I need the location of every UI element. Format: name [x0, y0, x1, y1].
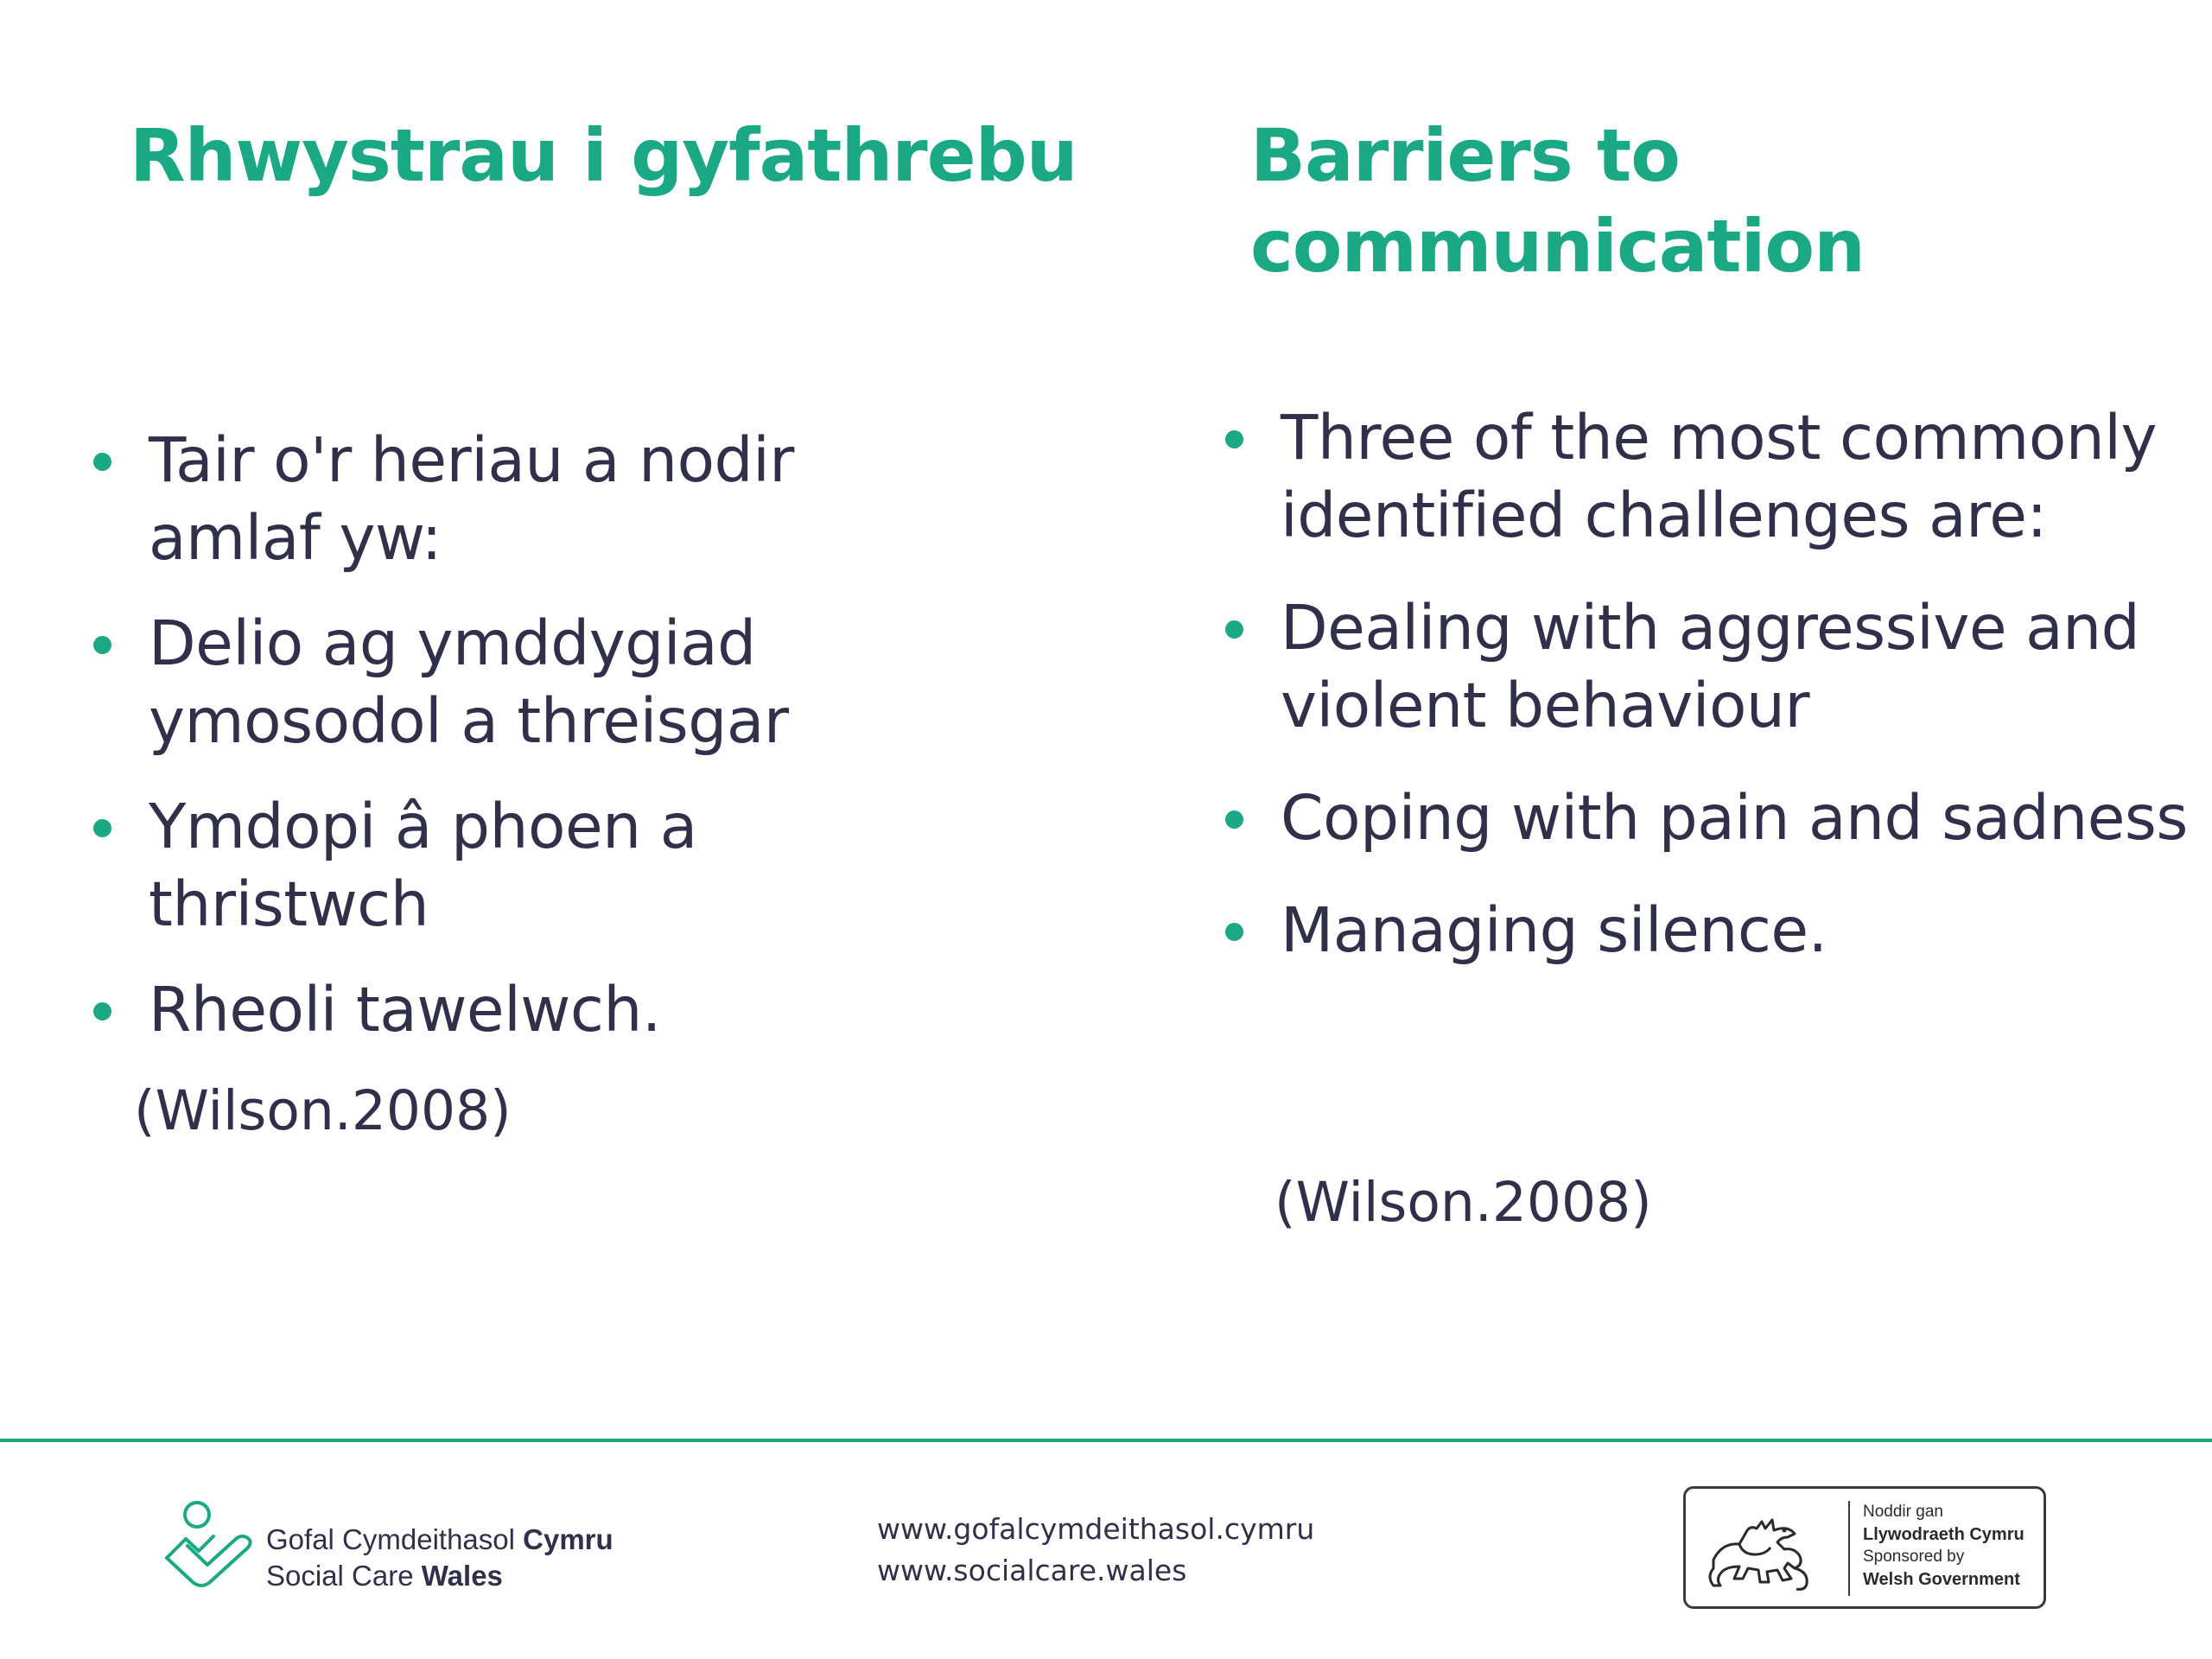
social-care-wales-logo-icon [160, 1497, 255, 1592]
logo-text [266, 1522, 613, 1594]
bullet-text: Delio ag ymddygiad ymosodol a threisgar [149, 607, 789, 757]
footer-urls [877, 1509, 1314, 1592]
logo-line-welsh-bold: Cymru [523, 1523, 613, 1555]
bullet-text: Coping with pain and sadness [1281, 782, 2188, 854]
list-item [93, 605, 871, 760]
list-item [1225, 892, 2193, 969]
citation-english: (Wilson.2008) [1274, 1171, 1652, 1234]
bullet-icon [1225, 810, 1243, 829]
bullet-icon [93, 819, 111, 837]
heading-welsh: Rhwystrau i gyfathrebu [130, 113, 1077, 198]
bullet-text: Ymdopi â phoen a thristwch [149, 791, 697, 940]
logo-line-english-regular: Social Care [266, 1560, 422, 1592]
sponsor-text [1863, 1501, 2024, 1591]
list-item [1225, 779, 2193, 857]
bullet-text: Managing silence. [1281, 894, 1827, 966]
logo-line-english-bold: Wales [421, 1560, 503, 1592]
bullet-icon [93, 453, 111, 471]
bullet-icon [1225, 430, 1243, 448]
sponsor-line-1: Noddir gan [1863, 1503, 1943, 1521]
sponsor-line-4: Welsh Government [1863, 1570, 2020, 1589]
bullet-text: Tair o'r heriau a nodir amlaf yw: [149, 424, 795, 574]
list-item [1225, 399, 2193, 555]
list-item [93, 788, 871, 944]
citation-welsh: (Wilson.2008) [134, 1079, 512, 1142]
list-item [93, 422, 871, 577]
bullet-list-welsh [93, 422, 871, 1077]
welsh-dragon-icon [1705, 1499, 1817, 1596]
sponsor-line-3: Sponsored by [1863, 1548, 1965, 1566]
sponsor-line-2: Llywodraeth Cymru [1863, 1525, 2024, 1544]
bullet-icon [93, 636, 111, 654]
bullet-icon [93, 1002, 111, 1020]
bullet-text: Three of the most commonly identified challenges are: [1281, 402, 2158, 551]
url-english[interactable]: www.socialcare.wales [877, 1554, 1187, 1587]
list-item [93, 971, 871, 1049]
bullet-text: Rheoli tawelwch. [149, 974, 661, 1046]
bullet-list-english [1225, 399, 2193, 1004]
list-item [1225, 589, 2193, 745]
footer-divider [0, 1439, 2212, 1442]
bullet-icon [1225, 923, 1243, 941]
logo-line-welsh-regular: Gofal Cymdeithasol [266, 1523, 524, 1555]
url-welsh[interactable]: www.gofalcymdeithasol.cymru [877, 1512, 1315, 1546]
logo-line-english [266, 1558, 613, 1594]
bullet-icon [1225, 620, 1243, 639]
social-care-wales-logo [160, 1497, 613, 1601]
badge-divider [1848, 1501, 1850, 1596]
bullet-text: Dealing with aggressive and violent behaviour [1281, 592, 2140, 741]
logo-line-welsh [266, 1522, 613, 1558]
heading-english: Barriers to communication [1250, 113, 1865, 289]
welsh-government-sponsor-badge [1683, 1486, 2046, 1609]
